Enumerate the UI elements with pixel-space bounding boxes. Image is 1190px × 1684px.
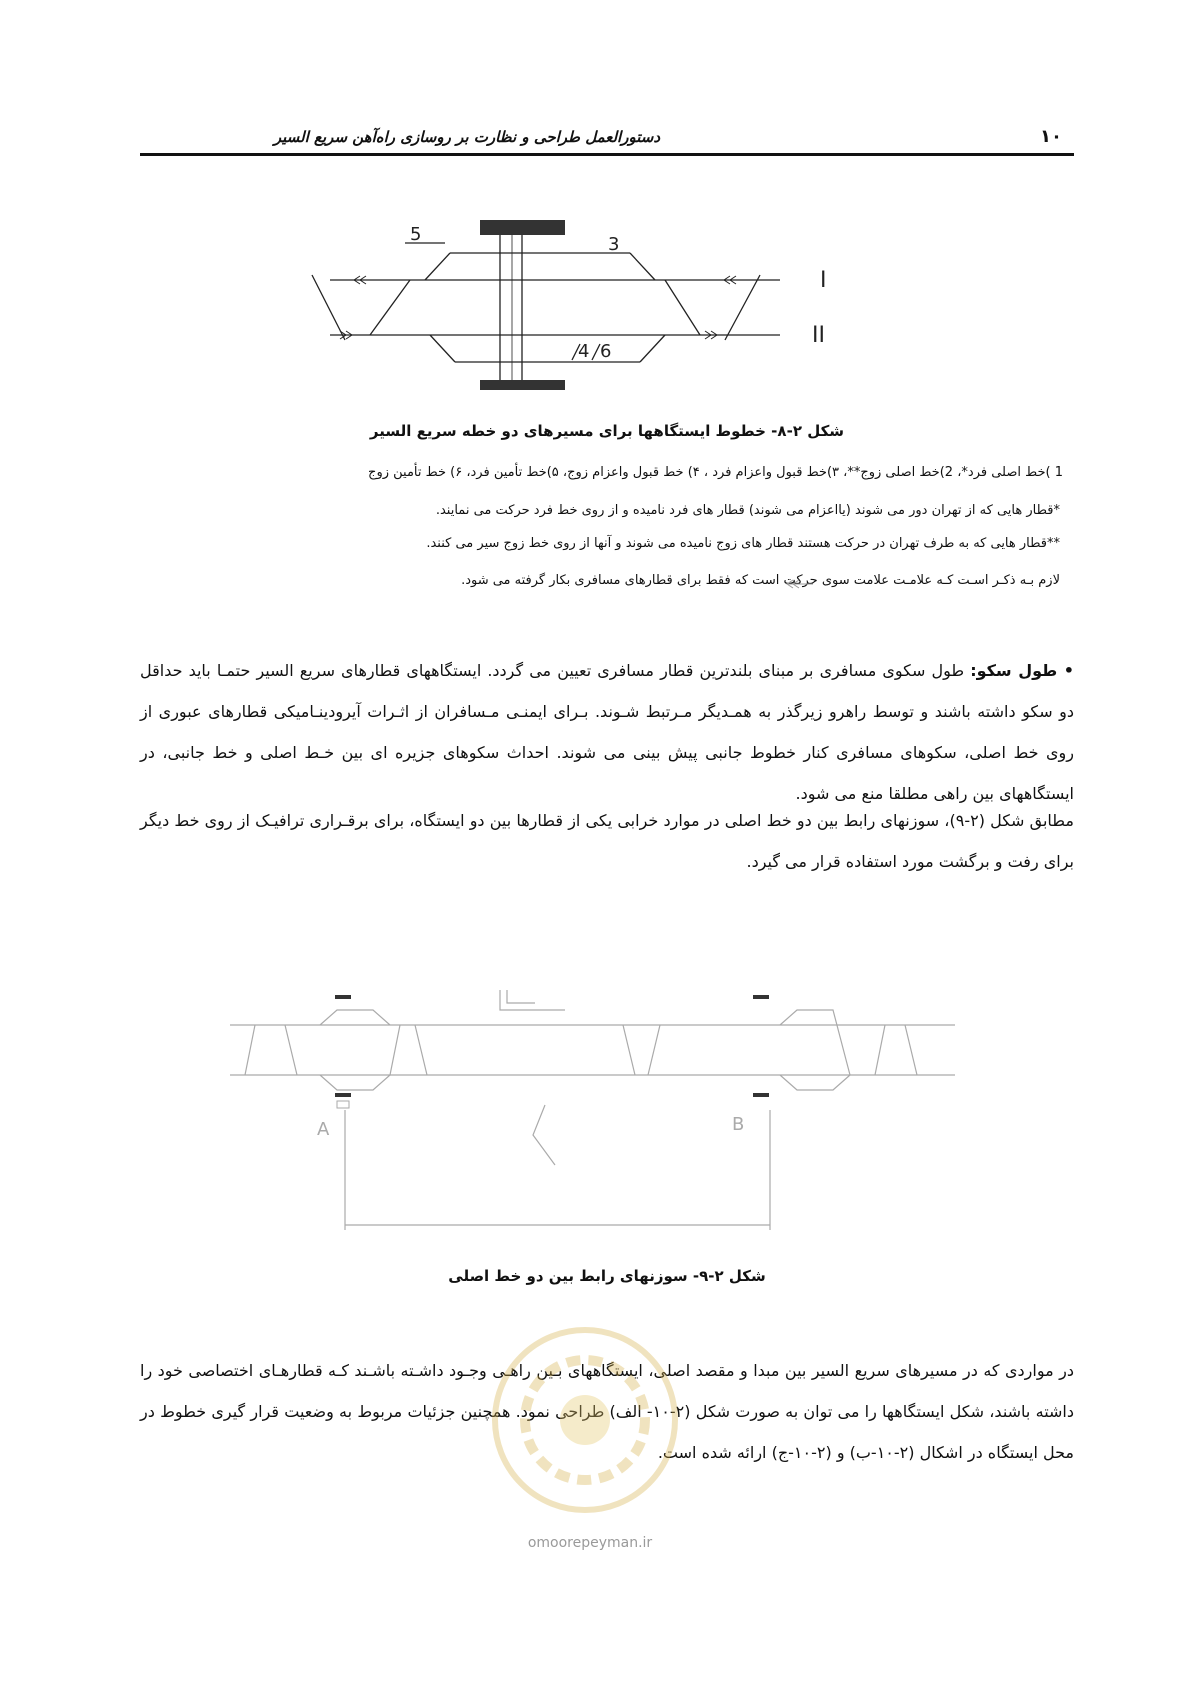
even-train-note: **قطار هایی که به طرف تهران در حرکت هستند قطار های زوج نامیده می شوند و آنها از روی خط زوج سیر می کنند. xyxy=(426,536,1060,551)
station-track-diagram xyxy=(300,220,860,390)
track-label-3: 3 xyxy=(608,234,620,255)
track-label-4: 4 xyxy=(578,341,590,362)
platform-upper xyxy=(480,220,565,235)
watermark-url: omoorepeyman.ir xyxy=(527,1535,653,1551)
odd-train-note: *قطار هایی که از تهران دور می شوند (یااعزام می شوند) قطار های فرد نامیده و از روی خط فرد حرکت می نمایند. xyxy=(435,503,1060,518)
roman-label-ii: II xyxy=(812,323,825,348)
platform-length-text: طول سکوی مسافری بر مبنای بلندترین قطار مسافری تعیین می گردد. ایستگاههای قطارهای سریع السیر حتمـا باید حداقل دو سکو داشته باشند و توسط راهرو زیرگذر به همـدیگر مـرتبط شـوند. بـرای ایمنـی مـسافران از اثـرات آیرودینـامیکی قطارهای عبوری از روی خط اصلی، سکوهای مسافری کنار خطوط جانبی پیش بینی می شوند. احداث سکوهای جزیره ای بین خـط اصلی و خط جانبی، در ایستگاههای بین راهی مطلقا منع می شود. xyxy=(140,661,1074,803)
station-label-b: B xyxy=(732,1114,745,1135)
crossover-paragraph: مطابق شکل (۲-۹)، سوزنهای رابط بین دو خط اصلی در موارد خرابی یکی از قطارها بین دو ایستگاه، برای برقـراری ترافیـک از روی خط دیگر برای رفت و برگشت مورد استفاده قرار می گیرد. xyxy=(140,811,1074,871)
track-label-6: 6 xyxy=(600,341,612,362)
roman-label-i: I xyxy=(820,268,827,293)
figure-caption-2-8: شکل ۲-۸- خطوط ایستگاهها برای مسیرهای دو خطه سریع السیر xyxy=(369,422,845,440)
direction-arrows xyxy=(340,276,736,339)
crossover-diagram xyxy=(225,985,960,1245)
intermediate-stations-paragraph: در مواردی که در مسیرهای سریع السیر بین مبدا و مقصد اصلی، ایستگاههای بـین راهـی وجـود داشـته باشـند کـه قطارهـای اختصاصی خود را داشته باشند، شکل ایستگاهها را می توان به صورت شکل (۲-۱۰- الف) طراحی نمود. همچنین جزئیات مربوط به وضعیت قرار گیری خطوط در محل ایستگاه در اشکال (۲-۱۰-ب) و (۲-۱۰-ج) ارائه شده است. xyxy=(140,1361,1074,1462)
platform-length-heading: • طول سکو: xyxy=(970,661,1074,680)
page-number: ۱۰ xyxy=(1040,126,1062,147)
watermark-seal xyxy=(475,1320,695,1520)
double-arrow-icon xyxy=(785,578,815,590)
track-label-5: 5 xyxy=(410,224,422,245)
arrow-sign-note: لازم بـه ذکـر اسـت کـه علامـت علامت سوی حرکت است که فقط برای قطارهای مسافری بکار گرفته می شود. xyxy=(461,573,1060,588)
running-header-title: دستورالعمل طراحی و نظارت بر روسازی راه‌آهن سریع السیر xyxy=(273,128,660,146)
station-label-a: A xyxy=(317,1119,330,1140)
figure-caption-2-9: شکل ۲-۹- سوزنهای رابط بین دو خط اصلی xyxy=(448,1267,766,1285)
platform-length-paragraph xyxy=(140,650,1074,814)
legend-note: 1 )خط اصلی فرد*، 2)خط اصلی زوج**، ۳)خط قبول واعزام فرد ، ۴) خط قبول واعزام زوج، ۵)خط تأمین فرد، ۶) خط تأمین زوج xyxy=(368,465,1063,480)
header-rule xyxy=(140,153,1074,156)
platform-lower xyxy=(480,380,565,390)
